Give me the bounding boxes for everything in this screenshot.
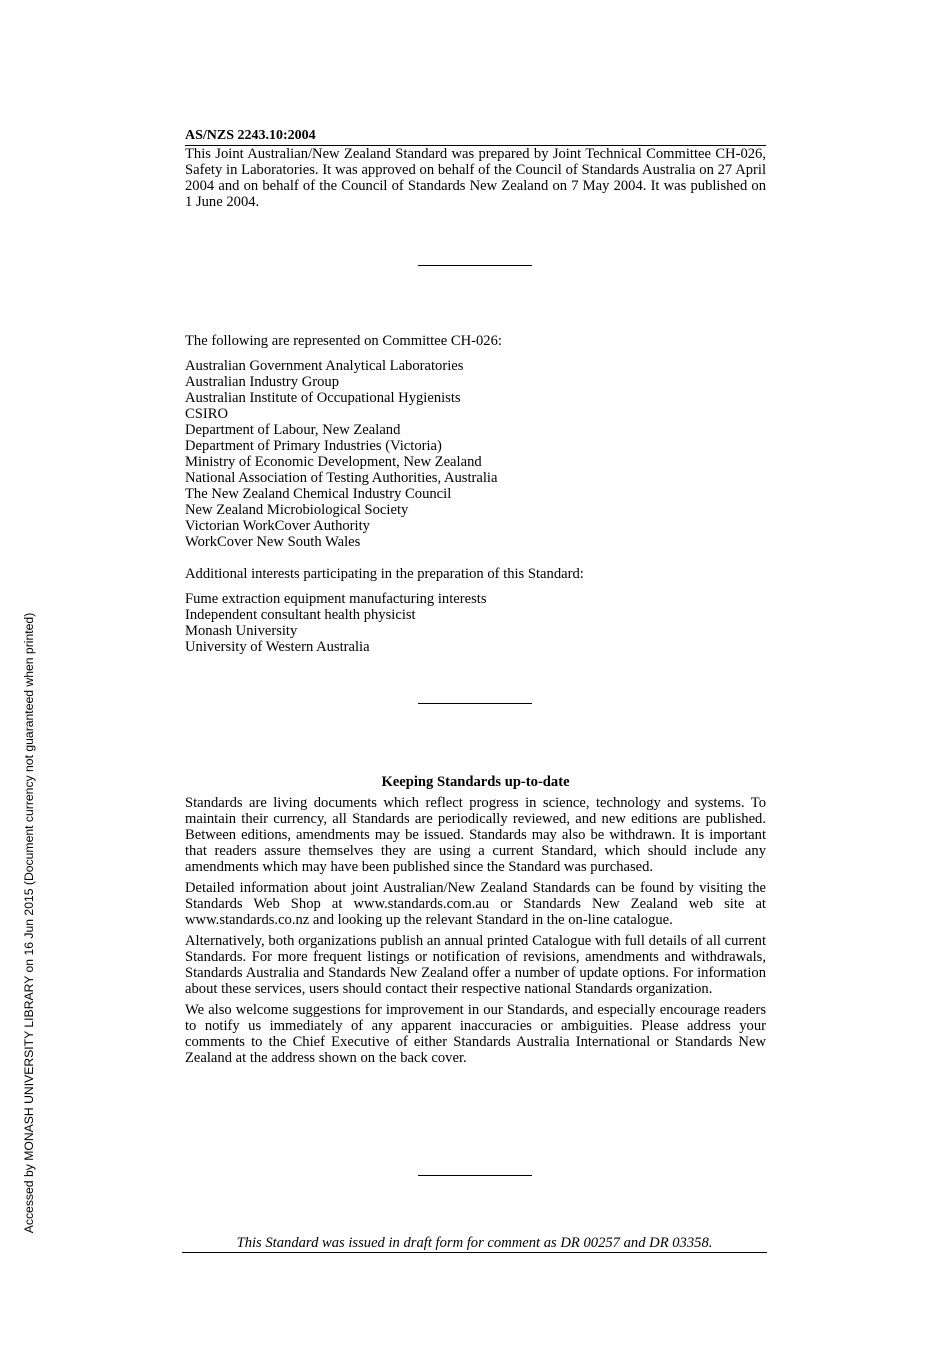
additional-interests-heading: Additional interests participating in the preparation of this Standard: [185, 566, 584, 582]
committee-member: Australian Institute of Occupational Hygienists [185, 390, 461, 406]
body-paragraph: Detailed information about joint Australian/New Zealand Standards can be found by visiting the Standards Web Shop at www.standards.com.au or Standards New Zealand web site at www.standards.co.nz and looking up the relevant Standard in the on-line catalogue. [185, 880, 766, 928]
committee-member: Department of Primary Industries (Victoria) [185, 438, 442, 454]
committee-member: Victorian WorkCover Authority [185, 518, 370, 534]
body-paragraph: Alternatively, both organizations publish an annual printed Catalogue with full details of all current Standards. For more frequent listings or notification of revisions, amendments and withdrawals, Standards Australia and Standards New Zealand offer a number of update options. For information about these services, users should contact their respective national Standards organization. [185, 933, 766, 997]
committee-member: Australian Government Analytical Laboratories [185, 358, 464, 374]
committee-member: WorkCover New South Wales [185, 534, 361, 550]
section-divider [418, 265, 532, 266]
committee-member: Department of Labour, New Zealand [185, 422, 401, 438]
section-divider [418, 1175, 532, 1176]
committee-member: New Zealand Microbiological Society [185, 502, 409, 518]
committee-heading: The following are represented on Committee CH-026: [185, 333, 502, 349]
additional-interest: University of Western Australia [185, 639, 370, 655]
additional-interest: Fume extraction equipment manufacturing interests [185, 591, 487, 607]
keeping-up-to-date-heading: Keeping Standards up-to-date [381, 774, 570, 790]
preparation-statement: This Joint Australian/New Zealand Standard was prepared by Joint Technical Committee CH-026, Safety in Laboratories. It was approved on behalf of the Council of Standards Australia on 27 April 2004 and on behalf of the Council of Standards New Zealand on 7 May 2004. It was published on 1 June 2004. [185, 146, 766, 210]
access-watermark: Accessed by MONASH UNIVERSITY LIBRARY on 16 Jun 2015 (Document currency not guaranteed when printed) [22, 612, 36, 1234]
draft-issue-note: This Standard was issued in draft form for comment as DR 00257 and DR 03358. [182, 1235, 767, 1253]
body-paragraph: We also welcome suggestions for improvement in our Standards, and especially encourage readers to notify us immediately of any apparent inaccuracies or ambiguities. Please address your comments to the Chief Executive of either Standards Australia International or Standards New Zealand at the address shown on the back cover. [185, 1002, 766, 1066]
body-paragraph: Standards are living documents which reflect progress in science, technology and systems. To maintain their currency, all Standards are periodically reviewed, and new editions are published. Between editions, amendments may be issued. Standards may also be withdrawn. It is important that readers assure themselves they are using a current Standard, which should include any amendments which may have been published since the Standard was purchased. [185, 795, 766, 875]
committee-member-list [185, 358, 766, 550]
section-divider [418, 703, 532, 704]
additional-interests-list [185, 591, 766, 655]
standard-number: AS/NZS 2243.10:2004 [185, 128, 766, 146]
additional-interest: Monash University [185, 623, 298, 639]
committee-member: Australian Industry Group [185, 374, 340, 390]
committee-member: The New Zealand Chemical Industry Council [185, 486, 452, 502]
keeping-up-to-date-body [185, 795, 766, 1071]
committee-member: Ministry of Economic Development, New Zealand [185, 454, 482, 470]
committee-member: CSIRO [185, 406, 228, 422]
additional-interest: Independent consultant health physicist [185, 607, 416, 623]
committee-member: National Association of Testing Authorities, Australia [185, 470, 498, 486]
